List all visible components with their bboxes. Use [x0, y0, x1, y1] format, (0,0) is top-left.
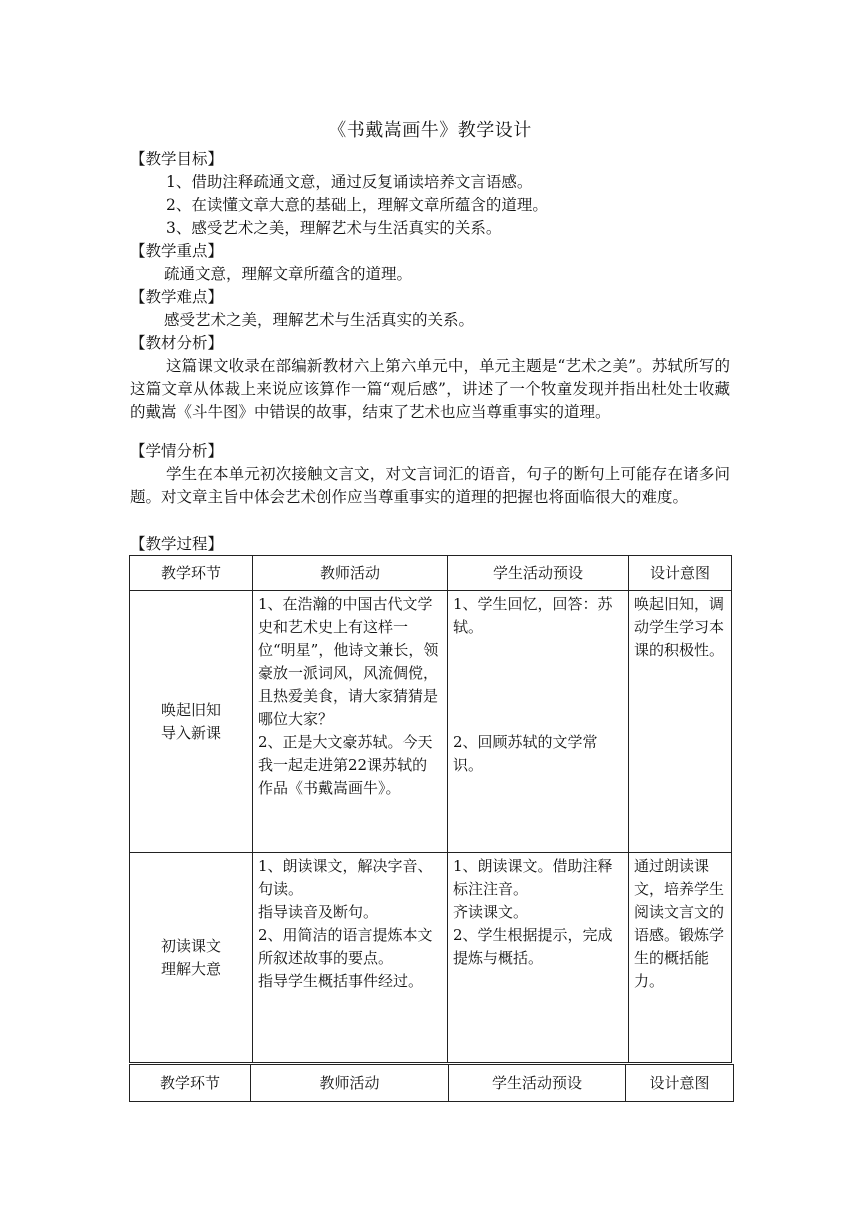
student-activity: 2、学生根据提示，完成提炼与概括。: [453, 926, 613, 967]
teacher-cell: [253, 853, 448, 1063]
goals-heading: 【教学目标】: [130, 150, 224, 168]
student-activity: 齐读课文。: [453, 903, 529, 921]
process-heading-wrap: [130, 533, 730, 556]
difficulties-text: 感受艺术之美，理解艺术与生活真实的关系。: [164, 311, 475, 329]
student-cell: [448, 591, 629, 853]
student-activity: 2、回顾苏轼的文学常识。: [453, 733, 598, 774]
key-points-heading: 【教学重点】: [130, 242, 224, 260]
teacher-activity: 1、朗读课文，解决字音、句读。: [258, 857, 433, 898]
student-activity: 1、学生回忆，回答：苏轼。: [453, 595, 613, 636]
stage-cell: [130, 853, 253, 1063]
material-heading: 【教材分析】: [130, 334, 224, 352]
teacher-cell: [253, 591, 448, 853]
student-cell: [448, 853, 629, 1063]
stage-line: 导入新课: [160, 723, 221, 742]
material-text: 这篇课文收录在部编新教材六上第六单元中，单元主题是“艺术之美”。苏轼所写的这篇文章从体裁上来说应该算作一篇“观后感”，讲述了一个牧童发现并指出杜处士收藏的戴嵩《斗牛图》中错误的故事，结束了艺术也应当尊重事实的道理。: [130, 357, 730, 421]
header-stage: 教学环节: [130, 1065, 251, 1102]
table-header-row: [130, 1065, 734, 1102]
difficulties-section: [130, 286, 730, 332]
teacher-activity: 2、正是大文豪苏轼。今天我一起走进第22课苏轼的作品《书戴嵩画牛》。: [258, 733, 433, 797]
header-student: 学生活动预设: [449, 1065, 626, 1102]
difficulties-heading: 【教学难点】: [130, 288, 224, 306]
stage-line: 初读课文: [160, 936, 221, 955]
teacher-activity: 2、用简洁的语言提炼本文所叙述故事的要点。: [258, 926, 433, 967]
header-teacher: 教师活动: [253, 556, 448, 591]
intent-cell: 通过朗读课文，培养学生阅读文言文的语感。锻炼学生的概括能力。: [629, 853, 732, 1063]
goals-section: [130, 148, 730, 240]
goal-item: 1、借助注释疏通文意，通过反复诵读培养文言语感。: [166, 173, 533, 191]
process-table-repeat-header: [129, 1064, 734, 1102]
document-title: 《书戴嵩画牛》教学设计: [328, 120, 532, 141]
teacher-activity: 指导学生概括事件经过。: [258, 972, 424, 990]
goal-item: 2、在读懂文章大意的基础上，理解文章所蕴含的道理。: [166, 196, 548, 214]
teacher-activity: 1、在浩瀚的中国古代文学史和艺术史上有这样一位“明星”，他诗文兼长，领豪放一派词风，风流倜傥，且热爱美食，请大家猜猜是哪位大家？: [258, 595, 439, 728]
table-row: [130, 853, 732, 1063]
stage-line: 唤起旧知: [160, 700, 221, 719]
header-student: 学生活动预设: [448, 556, 629, 591]
key-points-text: 疏通文意，理解文章所蕴含的道理。: [164, 265, 413, 283]
goal-item: 3、感受艺术之美，理解艺术与生活真实的关系。: [166, 219, 502, 237]
intent-cell: 唤起旧知，调动学生学习本课的积极性。: [629, 591, 732, 853]
process-table: [129, 555, 732, 1063]
process-heading: 【教学过程】: [130, 535, 224, 553]
teacher-activity: 指导读音及断句。: [258, 903, 379, 921]
table-header-row: [130, 556, 732, 591]
header-stage: 教学环节: [130, 556, 253, 591]
header-teacher: 教师活动: [251, 1065, 449, 1102]
students-heading: 【学情分析】: [130, 442, 224, 460]
students-section: [130, 440, 730, 509]
material-section: [130, 332, 730, 424]
key-points-section: [130, 240, 730, 286]
table-row: [130, 591, 732, 853]
stage-cell: [130, 591, 253, 853]
header-intent: 设计意图: [626, 1065, 734, 1102]
header-intent: 设计意图: [629, 556, 732, 591]
student-activity: 1、朗读课文。借助注释标注注音。: [453, 857, 613, 898]
stage-line: 理解大意: [160, 959, 221, 978]
students-text: 学生在本单元初次接触文言文，对文言词汇的语音，句子的断句上可能存在诸多问题。对文章主旨中体会艺术创作应当尊重事实的道理的把握也将面临很大的难度。: [130, 465, 730, 506]
